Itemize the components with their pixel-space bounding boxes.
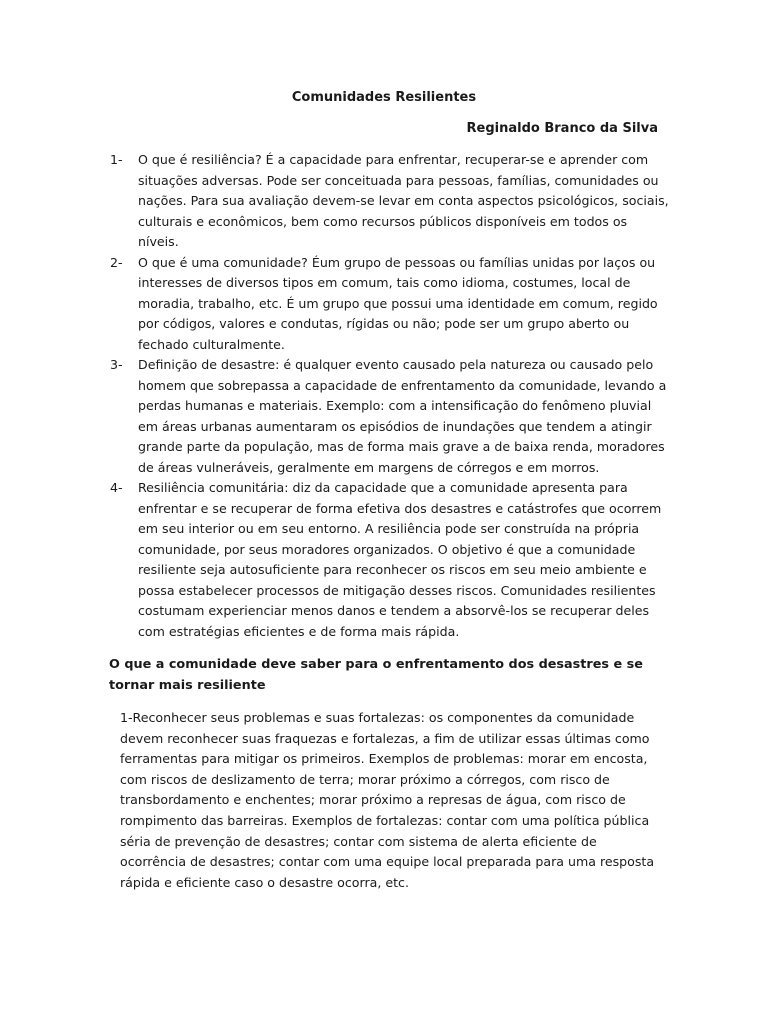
list-item-text: Definição de desastre: é qualquer evento causado pela natureza ou causado pelo homem que sobrepassa a capacidade de enfrentamento da comunidade, levando a perdas humanas e materiais. Exemplo: com a intensificação do fenômeno pluvial em áreas urbanas aumentaram os episódios de inundações que tendem a atingir grande parte da população, mas de forma mais grave a de baixa renda, moradores de áreas vulneráveis, geralmente em margens de córregos e em morros.	[138, 357, 667, 475]
list-item-number: 2-	[110, 254, 123, 270]
list-item-text: O que é resiliência? É a capacidade para enfrentar, recuperar-se e aprender com situações adversas. Pode ser conceituada para pessoas, famílias, comunidades ou nações. Para sua avaliação devem-se levar em conta aspectos psicológicos, sociais, culturais e econômicos, bem como recursos públicos disponíveis em todos os níveis.	[138, 152, 669, 249]
document-title: Comunidades Resilientes	[291, 90, 477, 105]
list-item-number: 1-	[110, 152, 123, 167]
list-item	[110, 253, 670, 356]
numbered-list	[110, 150, 670, 642]
list-item-text: Resiliência comunitária: diz da capacidade que a comunidade apresenta para enfrentar e se recuperar de forma efetiva dos desastres e catástrofes que ocorrem em seu interior ou em seu entorno. A resiliência pode ser construída na própria comunidade, por seus moradores organizados. O objetivo é que a comunidade resiliente seja autosuficiente para reconhecer os riscos em seu meio ambiente e possa estabelecer processos de mitigação desses riscos. Comunidades resilientes costumam experienciar menos danos e tendem a absorvê-los se recuperar deles com estratégias eficientes e de forma mais rápida.	[138, 480, 662, 639]
list-item	[110, 355, 670, 478]
list-item-number: 4-	[110, 480, 123, 495]
section-heading: O que a comunidade deve saber para o enfrentamento dos desastres e se tornar mais resiliente	[109, 657, 643, 693]
list-item	[110, 150, 670, 253]
document-author: Reginaldo Branco da Silva	[466, 121, 658, 136]
section-paragraph: 1-Reconhecer seus problemas e suas fortalezas: os componentes da comunidade devem reconhecer suas fraquezas e fortalezas, a fim de utilizar essas últimas como ferramentas para mitigar os primeiros. Exemplos de problemas: morar em encosta, com riscos de deslizamento de terra; morar próximo a córregos, com risco de transbordamento e enchentes; morar próximo a represas de água, com risco de rompimento das barreiras. Exemplos de fortalezas: contar com uma política pública séria de prevenção de desastres; contar com sistema de alerta eficiente de ocorrência de desastres; contar com uma equipe local preparada para uma resposta rápida e eficiente caso o desastre ocorra, etc.	[120, 710, 655, 890]
list-item-number: 3-	[110, 357, 123, 372]
list-item-text: O que é uma comunidade? Éum grupo de pessoas ou famílias unidas por laços ou interesses de diversos tipos em comum, tais como idioma, costumes, local de moradia, trabalho, etc. É um grupo que possui uma identidade em comum, regido por códigos, valores e condutas, rígidas ou não; pode ser um grupo aberto ou fechado culturalmente.	[138, 254, 658, 352]
list-item	[110, 478, 670, 642]
